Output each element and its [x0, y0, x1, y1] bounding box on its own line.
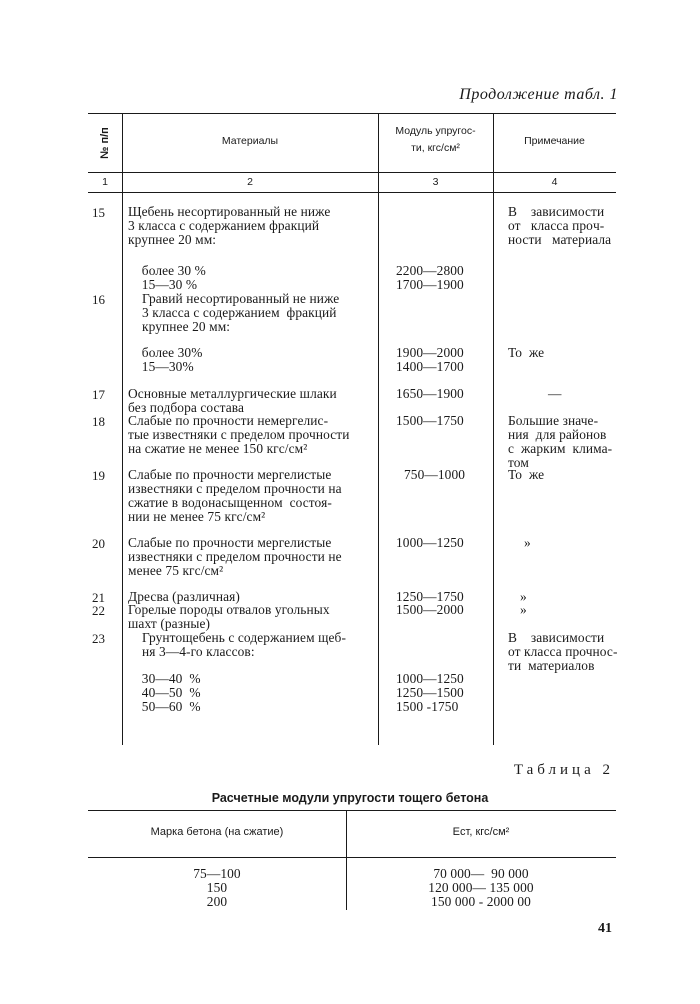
row-material: более 30 % 15—30 %: [141, 263, 206, 292]
row-material: Горелые породы отвалов угольных шахт (разные): [128, 602, 330, 631]
col-number-2: 2: [247, 176, 253, 188]
continuation-heading: Продолжение табл. 1: [459, 86, 618, 103]
row-material: Гравий несортированный не ниже 3 класса с содержанием фракций крупнее 20 мм:: [142, 291, 340, 334]
header-num: № п/п: [98, 126, 111, 159]
row-values: 1250—1750: [396, 589, 464, 604]
row-material: Дресва (различная): [128, 589, 240, 604]
table1-col-divider-2: [378, 113, 379, 745]
row-num: 21: [92, 590, 105, 605]
row-material: Слабые по прочности мергелистые известняки с пределом прочности на сжатие в водонасыщенном состоя- нии не менее 75 кгс/см²: [128, 467, 342, 524]
col-number-1: 1: [102, 176, 108, 188]
row-num: 19: [92, 468, 105, 483]
row-num: 22: [92, 603, 105, 618]
row-num: 16: [92, 292, 105, 307]
row-values: 1000—1250: [396, 535, 464, 550]
row-material: Основные металлургические шлаки без подбора состава: [128, 386, 337, 415]
row-note: —: [548, 386, 562, 401]
header-modulus: [378, 123, 493, 157]
row-num: 15: [92, 205, 105, 220]
row-values: 1650—1900: [396, 386, 464, 401]
table2-moduli: 70 000— 90 000 120 000— 135 000 150 000 - 2000 00: [428, 866, 534, 909]
row-note: То же: [508, 467, 545, 482]
header-materials: Материалы: [221, 135, 279, 147]
table1-colnum-rule: [88, 192, 616, 193]
row-values: 1900—2000 1400—1700: [396, 345, 464, 374]
row-material: Щебень несортированный не ниже 3 класса с содержанием фракций крупнее 20 мм:: [128, 204, 331, 247]
table2-header-rule: [88, 857, 616, 858]
col-number-3: 3: [432, 176, 439, 188]
row-num: 20: [92, 536, 105, 551]
row-values: 2200—2800 1700—1900: [396, 263, 464, 292]
table1-col-divider-3: [493, 113, 494, 745]
table2-top-rule: [88, 810, 616, 811]
col-number-4: 4: [551, 176, 558, 188]
row-num: 18: [92, 414, 105, 429]
table2-caption: Расчетные модули упругости тощего бетона: [211, 791, 489, 805]
row-note: »: [524, 535, 531, 550]
row-material: более 30% 15—30%: [141, 345, 203, 374]
row-note: В зависимости от класса прочнос- ти материалов: [508, 630, 618, 673]
header-note: Примечание: [524, 135, 585, 147]
table2-header-modulus: Eст, кгс/см²: [452, 826, 510, 838]
row-note: »: [520, 602, 527, 617]
row-values: 1500—1750: [396, 413, 464, 428]
row-note: То же: [508, 345, 545, 360]
row-material: Слабые по прочности мергелистые известняки с пределом прочности не менее 75 кгс/см²: [128, 535, 342, 578]
table2-header-grade: Марка бетона (на сжатие): [150, 826, 284, 838]
table1-col-divider-1: [122, 113, 123, 745]
row-material: Грунтощебень с содержанием щеб- ня 3—4-го классов:: [142, 630, 347, 659]
row-num: 17: [92, 387, 105, 402]
row-material: 30—40 % 40—50 % 50—60 %: [141, 671, 201, 714]
row-num: 23: [92, 631, 105, 646]
row-material: Слабые по прочности немергелис- тые известняки с пределом прочности на сжатие не менее 150 кгс/см²: [128, 413, 350, 456]
header-modulus-line2: ти, кгс/см²: [411, 142, 460, 154]
row-values: 1000—1250 1250—1500 1500 -1750: [396, 671, 464, 714]
header-num-cell: [88, 113, 122, 172]
table2-grades: 75—100 150 200: [193, 866, 241, 909]
row-values: 1500—2000: [396, 602, 464, 617]
table2-title: Таблица 2: [513, 762, 614, 778]
page-number: 41: [598, 921, 612, 936]
table1-top-rule: [88, 113, 616, 114]
row-note: В зависимости от класса прoч- ности материала: [508, 204, 612, 247]
row-values: 750—1000: [404, 467, 466, 482]
row-note: »: [520, 589, 527, 604]
row-note: Большие значе- ния для районов с жарким клима- том: [508, 413, 613, 470]
header-modulus-line1: Модуль упругос-: [395, 125, 476, 137]
